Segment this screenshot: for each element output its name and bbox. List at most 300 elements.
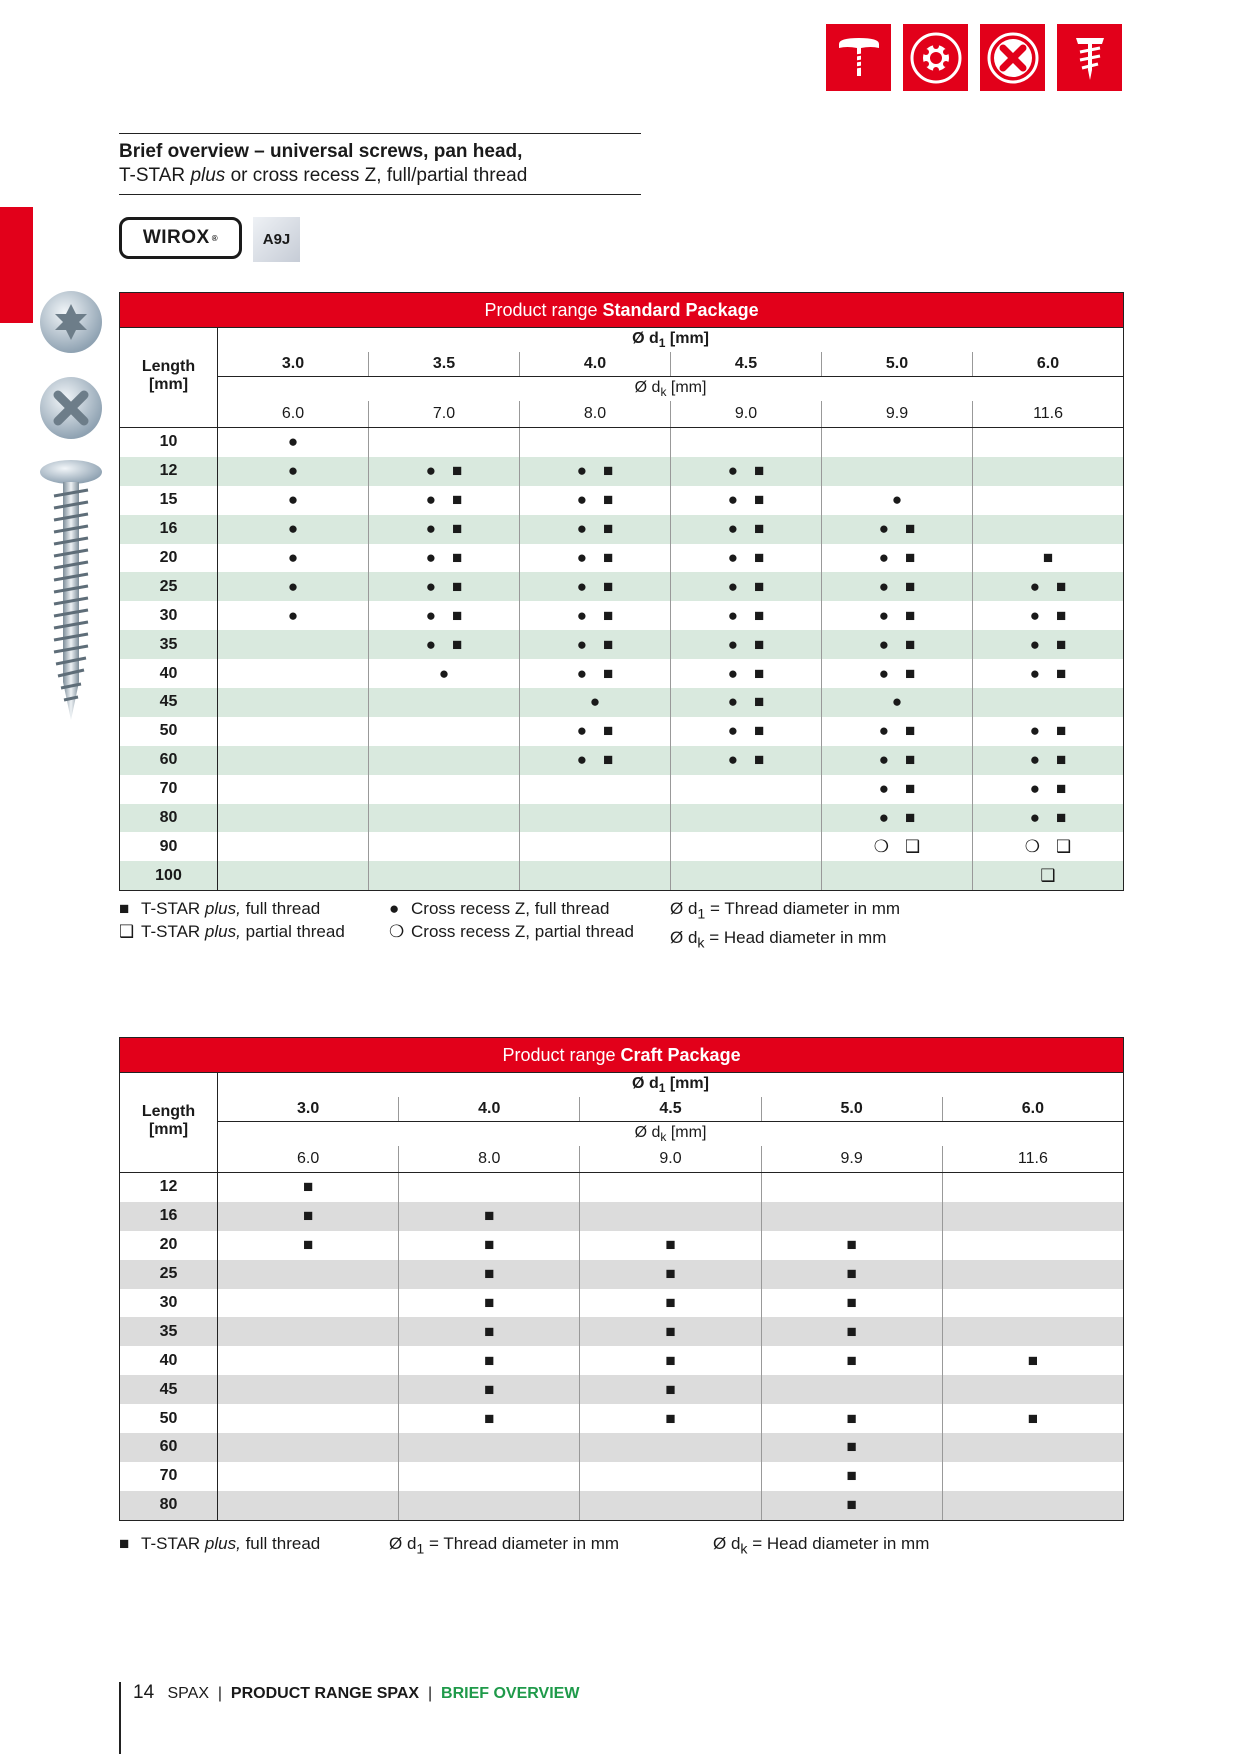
heading-subtitle-em: plus	[190, 165, 226, 186]
row-length: 90	[120, 832, 218, 861]
availability-cell	[822, 515, 973, 544]
availability-marks: ■	[665, 1264, 692, 1284]
availability-cell	[218, 861, 369, 890]
heading-subtitle	[119, 164, 641, 188]
row-length: 20	[120, 544, 218, 573]
availability-marks: ❍❑	[1024, 836, 1088, 856]
d1-header	[218, 328, 1124, 353]
caption-bold: Craft Package	[620, 1044, 741, 1065]
table-row	[120, 659, 1124, 688]
availability-marks: ●	[287, 605, 315, 625]
availability-marks: ●■	[727, 750, 781, 770]
table-row	[120, 1491, 1124, 1520]
d1-sub: 1	[658, 336, 666, 351]
availability-cell	[761, 1375, 942, 1404]
availability-cell	[399, 1289, 580, 1318]
legend-text: Ø d	[389, 1534, 417, 1553]
availability-cell	[580, 1491, 761, 1520]
availability-marks: ■	[846, 1235, 873, 1255]
availability-cell	[218, 1202, 399, 1231]
dk-label: Ø d	[634, 378, 661, 396]
wirox-logo-mark: ®	[211, 233, 219, 243]
availability-cell	[580, 1462, 761, 1491]
availability-cell	[942, 1404, 1123, 1433]
availability-marks: ■	[484, 1235, 511, 1255]
availability-cell	[942, 1260, 1123, 1289]
availability-marks: ■	[484, 1408, 511, 1428]
availability-cell	[671, 861, 822, 890]
availability-marks: ●■	[1029, 663, 1083, 683]
availability-marks: ●■	[878, 548, 932, 567]
availability-cell	[671, 804, 822, 833]
availability-cell	[822, 428, 973, 457]
row-length: 15	[120, 486, 218, 515]
legend-sub: k	[697, 935, 705, 952]
availability-cell	[822, 746, 973, 775]
availability-cell	[399, 1491, 580, 1520]
availability-marks: ■	[665, 1379, 692, 1399]
d1-value: 5.0	[822, 352, 973, 377]
availability-cell	[671, 659, 822, 688]
legend-text: = Thread diameter in mm	[705, 899, 901, 918]
availability-cell	[520, 688, 671, 717]
legend-text: partial thread	[240, 922, 345, 941]
table-row	[120, 832, 1124, 861]
heading-subtitle-post: or cross recess Z, full/partial thread	[225, 165, 528, 186]
table-row	[120, 1231, 1124, 1260]
dk-unit: [mm]	[666, 378, 707, 396]
availability-marks: ●■	[425, 634, 479, 654]
availability-cell	[580, 1289, 761, 1318]
availability-marks: ●	[287, 490, 315, 510]
legend-em: plus,	[204, 1534, 241, 1553]
availability-marks: ■	[665, 1408, 692, 1428]
legend-symbol: ●	[389, 899, 400, 918]
row-length: 50	[120, 1404, 218, 1433]
availability-marks: ●	[287, 461, 315, 481]
availability-marks: ■	[665, 1235, 692, 1255]
availability-marks: ●	[589, 692, 617, 712]
availability-cell	[369, 659, 520, 688]
availability-cell	[973, 515, 1124, 544]
availability-cell	[520, 428, 671, 457]
craft-package-table	[119, 1037, 1124, 1521]
row-length: 30	[120, 601, 218, 630]
availability-marks: ■	[846, 1264, 873, 1284]
page-number: 14	[133, 1682, 155, 1703]
d1-unit: [mm]	[665, 329, 709, 347]
legend-sub: 1	[416, 1541, 425, 1558]
availability-marks: ●■	[727, 490, 781, 510]
table-row	[120, 630, 1124, 659]
availability-marks: ●■	[425, 605, 479, 625]
availability-cell	[369, 428, 520, 457]
footer-section: PRODUCT RANGE SPAX	[230, 1685, 420, 1702]
dk-value: 6.0	[218, 401, 369, 428]
availability-cell	[761, 1173, 942, 1202]
availability-cell	[761, 1202, 942, 1231]
d1-sub: 1	[658, 1081, 666, 1096]
availability-cell	[671, 428, 822, 457]
availability-cell	[822, 861, 973, 890]
availability-cell	[218, 1231, 399, 1260]
availability-marks: ●	[287, 432, 315, 452]
availability-cell	[218, 659, 369, 688]
availability-marks: ■	[484, 1206, 511, 1226]
availability-marks: ■	[846, 1350, 873, 1370]
availability-cell	[822, 630, 973, 659]
row-length: 45	[120, 688, 218, 717]
availability-cell	[580, 1317, 761, 1346]
legend-text: T-STAR	[141, 922, 205, 941]
availability-marks: ■	[846, 1321, 873, 1341]
availability-cell	[520, 659, 671, 688]
availability-cell	[822, 804, 973, 833]
availability-cell	[218, 630, 369, 659]
table-row	[120, 775, 1124, 804]
heading-title: Brief overview – universal screws, pan head,	[119, 141, 523, 162]
availability-cell	[580, 1375, 761, 1404]
availability-cell	[942, 1346, 1123, 1375]
availability-cell	[822, 717, 973, 746]
legend-symbol: ❑	[119, 922, 135, 941]
row-length: 35	[120, 630, 218, 659]
row-length: 12	[120, 457, 218, 486]
availability-cell	[218, 1491, 399, 1520]
availability-cell	[973, 486, 1124, 515]
availability-cell	[822, 486, 973, 515]
legend-symbol: ■	[119, 1534, 130, 1553]
dk-value: 9.0	[671, 401, 822, 428]
availability-cell	[761, 1404, 942, 1433]
availability-cell	[942, 1173, 1123, 1202]
row-length: 25	[120, 1260, 218, 1289]
availability-cell	[580, 1231, 761, 1260]
row-length: 16	[120, 515, 218, 544]
a9j-badge: A9J	[253, 217, 300, 262]
dk-value: 11.6	[973, 401, 1124, 428]
availability-cell	[973, 630, 1124, 659]
craft-legend-d1	[389, 1532, 619, 1561]
availability-marks: ●■	[1029, 750, 1083, 770]
row-length: 10	[120, 428, 218, 457]
row-length: 70	[120, 775, 218, 804]
legend-symbol: ❍	[389, 922, 405, 941]
availability-marks: ■	[846, 1437, 873, 1457]
availability-cell	[218, 1462, 399, 1491]
availability-cell	[671, 746, 822, 775]
availability-cell	[520, 544, 671, 573]
availability-cell	[761, 1433, 942, 1462]
drill-head-icon	[826, 24, 891, 91]
availability-marks: ●■	[1029, 634, 1083, 654]
availability-marks: ●■	[878, 808, 932, 828]
table-row	[120, 1202, 1124, 1231]
availability-marks: ●	[287, 576, 315, 596]
availability-cell	[520, 630, 671, 659]
length-label: Length	[141, 1103, 196, 1120]
availability-cell	[580, 1433, 761, 1462]
legend-em: plus,	[204, 922, 241, 941]
availability-marks: ❍❑	[873, 836, 937, 856]
availability-cell	[761, 1289, 942, 1318]
table-row	[120, 1173, 1124, 1202]
availability-cell	[218, 1289, 399, 1318]
footer-subsection: BRIEF OVERVIEW	[441, 1685, 580, 1702]
availability-cell	[942, 1231, 1123, 1260]
row-length: 70	[120, 1462, 218, 1491]
availability-marks: ●■	[1029, 721, 1083, 741]
availability-cell	[218, 1260, 399, 1289]
row-length: 80	[120, 1491, 218, 1520]
availability-cell	[399, 1202, 580, 1231]
availability-cell	[369, 775, 520, 804]
dk-unit: [mm]	[666, 1123, 707, 1141]
length-header	[120, 328, 218, 428]
availability-cell	[399, 1404, 580, 1433]
availability-cell	[520, 601, 671, 630]
footer-brand: SPAX	[167, 1685, 209, 1702]
availability-cell	[218, 775, 369, 804]
availability-cell	[973, 659, 1124, 688]
availability-cell	[218, 601, 369, 630]
availability-cell	[218, 428, 369, 457]
table-row	[120, 428, 1124, 457]
availability-cell	[822, 659, 973, 688]
availability-marks: ●■	[727, 461, 781, 481]
availability-cell	[671, 457, 822, 486]
availability-cell	[973, 804, 1124, 833]
table-caption	[120, 1038, 1124, 1073]
row-length: 40	[120, 659, 218, 688]
availability-cell	[399, 1317, 580, 1346]
availability-marks: ●■	[576, 490, 630, 510]
legend-text: Cross recess Z, full thread	[411, 899, 610, 918]
table-row	[120, 1260, 1124, 1289]
table-row	[120, 515, 1124, 544]
availability-marks: ■	[302, 1177, 330, 1197]
availability-cell	[399, 1346, 580, 1375]
dk-value: 7.0	[369, 401, 520, 428]
availability-marks: ●■	[576, 605, 630, 625]
availability-marks: ■	[302, 1206, 330, 1226]
availability-cell	[973, 688, 1124, 717]
availability-cell	[520, 861, 671, 890]
availability-cell	[218, 1173, 399, 1202]
availability-cell	[671, 832, 822, 861]
availability-marks: ●■	[576, 750, 630, 770]
legend-text: = Head diameter in mm	[747, 1534, 930, 1553]
cross-recess-icon	[980, 24, 1045, 91]
availability-cell	[942, 1491, 1123, 1520]
availability-marks: ■	[665, 1293, 692, 1312]
availability-cell	[218, 688, 369, 717]
availability-cell	[218, 717, 369, 746]
length-unit: [mm]	[148, 1121, 189, 1138]
availability-cell	[761, 1346, 942, 1375]
availability-marks: ●■	[878, 721, 932, 741]
availability-cell	[399, 1260, 580, 1289]
table-row	[120, 1462, 1124, 1491]
legend-text: Ø d	[713, 1534, 741, 1553]
section-heading	[119, 133, 641, 195]
row-length: 100	[120, 861, 218, 890]
standard-package-table	[119, 292, 1124, 891]
availability-cell	[218, 1346, 399, 1375]
availability-marks: ●■	[727, 692, 781, 712]
availability-cell	[399, 1433, 580, 1462]
legend-text: Ø d	[670, 899, 698, 918]
craft-legend-dk	[713, 1532, 929, 1561]
row-length: 80	[120, 804, 218, 833]
table-row	[120, 861, 1124, 890]
d1-value: 4.5	[580, 1097, 761, 1122]
availability-cell	[369, 544, 520, 573]
standard-legend-col2	[389, 897, 634, 943]
table-row	[120, 486, 1124, 515]
caption-text: Product range	[502, 1044, 621, 1065]
availability-cell	[520, 804, 671, 833]
d1-value: 3.0	[218, 352, 369, 377]
caption-text: Product range	[484, 299, 603, 320]
availability-cell	[942, 1433, 1123, 1462]
availability-cell	[399, 1375, 580, 1404]
availability-marks: ●■	[878, 605, 932, 625]
availability-cell	[369, 486, 520, 515]
availability-marks: ●■	[727, 548, 781, 567]
legend-cross-full	[389, 897, 634, 920]
availability-marks: ■	[1027, 1350, 1055, 1370]
availability-cell	[580, 1260, 761, 1289]
availability-marks: ●■	[425, 576, 479, 596]
legend-dk	[670, 926, 900, 955]
availability-marks: ■	[302, 1235, 330, 1255]
availability-cell	[520, 775, 671, 804]
screw-side-icon	[40, 460, 102, 720]
availability-marks: ●■	[576, 634, 630, 654]
d1-label: Ø d	[632, 329, 659, 347]
standard-legend-col3	[670, 897, 900, 956]
availability-cell	[369, 717, 520, 746]
legend-tstar-full	[119, 897, 345, 920]
d1-label: Ø d	[632, 1074, 659, 1092]
availability-cell	[218, 1317, 399, 1346]
availability-marks: ■	[665, 1350, 692, 1370]
d1-value: 6.0	[942, 1097, 1123, 1122]
availability-cell	[761, 1462, 942, 1491]
wirox-logo-text: WIROX	[142, 227, 210, 248]
table-row	[120, 1317, 1124, 1346]
availability-cell	[520, 746, 671, 775]
dk-value: 9.9	[822, 401, 973, 428]
availability-marks: ●	[891, 692, 919, 712]
availability-marks: ●■	[1029, 808, 1083, 828]
availability-marks: ●■	[576, 721, 630, 741]
availability-cell	[973, 832, 1124, 861]
legend-text: Ø d	[670, 928, 698, 948]
d1-value: 6.0	[973, 352, 1124, 377]
availability-cell	[218, 1433, 399, 1462]
footer-separator: |	[217, 1685, 223, 1702]
d1-header	[218, 1073, 1124, 1098]
d1-value: 5.0	[761, 1097, 942, 1122]
availability-cell	[822, 832, 973, 861]
d1-unit: [mm]	[665, 1074, 709, 1092]
availability-cell	[973, 428, 1124, 457]
table-row	[120, 1433, 1124, 1462]
availability-cell	[218, 486, 369, 515]
chapter-tab	[0, 207, 33, 323]
legend-text: T-STAR	[141, 1534, 205, 1553]
availability-cell	[822, 601, 973, 630]
availability-cell	[520, 457, 671, 486]
availability-marks: ●■	[878, 750, 932, 770]
wirox-logo	[119, 217, 242, 259]
availability-marks: ■	[846, 1408, 873, 1428]
caption-bold: Standard Package	[602, 299, 759, 320]
d1-value: 3.5	[369, 352, 520, 377]
table-row	[120, 1289, 1124, 1318]
availability-cell	[973, 861, 1124, 890]
availability-marks: ■	[1042, 548, 1070, 567]
legend-d1	[670, 897, 900, 926]
legend-em: plus,	[204, 899, 241, 918]
availability-marks: ●	[287, 519, 315, 539]
legend-text: full thread	[240, 1534, 321, 1553]
torx-recess-icon	[903, 24, 968, 91]
heading-subtitle-pre: T-STAR	[119, 165, 191, 186]
availability-cell	[369, 861, 520, 890]
availability-cell	[399, 1231, 580, 1260]
table-row	[120, 746, 1124, 775]
availability-cell	[580, 1404, 761, 1433]
availability-cell	[369, 688, 520, 717]
dk-value: 9.9	[761, 1146, 942, 1173]
availability-marks: ●	[438, 663, 466, 683]
table-row	[120, 804, 1124, 833]
availability-cell	[822, 457, 973, 486]
availability-cell	[369, 572, 520, 601]
availability-marks: ■	[484, 1264, 511, 1284]
row-length: 60	[120, 1433, 218, 1462]
craft-legend-tstar-full	[119, 1532, 320, 1555]
dk-header	[218, 377, 1124, 402]
dk-header	[218, 1122, 1124, 1147]
availability-cell	[761, 1260, 942, 1289]
availability-cell	[822, 572, 973, 601]
availability-cell	[218, 515, 369, 544]
availability-marks: ●■	[878, 576, 932, 596]
table-row	[120, 717, 1124, 746]
availability-cell	[218, 544, 369, 573]
dk-value: 8.0	[399, 1146, 580, 1173]
availability-cell	[942, 1375, 1123, 1404]
availability-marks: ●■	[1029, 779, 1083, 799]
legend-text: = Thread diameter in mm	[424, 1534, 620, 1553]
availability-cell	[973, 717, 1124, 746]
row-length: 40	[120, 1346, 218, 1375]
availability-cell	[671, 544, 822, 573]
row-length: 35	[120, 1317, 218, 1346]
availability-cell	[369, 601, 520, 630]
table-row	[120, 1404, 1124, 1433]
availability-cell	[942, 1462, 1123, 1491]
availability-cell	[399, 1462, 580, 1491]
d1-value: 4.5	[671, 352, 822, 377]
length-label: Length	[141, 358, 196, 375]
availability-cell	[520, 717, 671, 746]
availability-marks: ●■	[878, 634, 932, 654]
